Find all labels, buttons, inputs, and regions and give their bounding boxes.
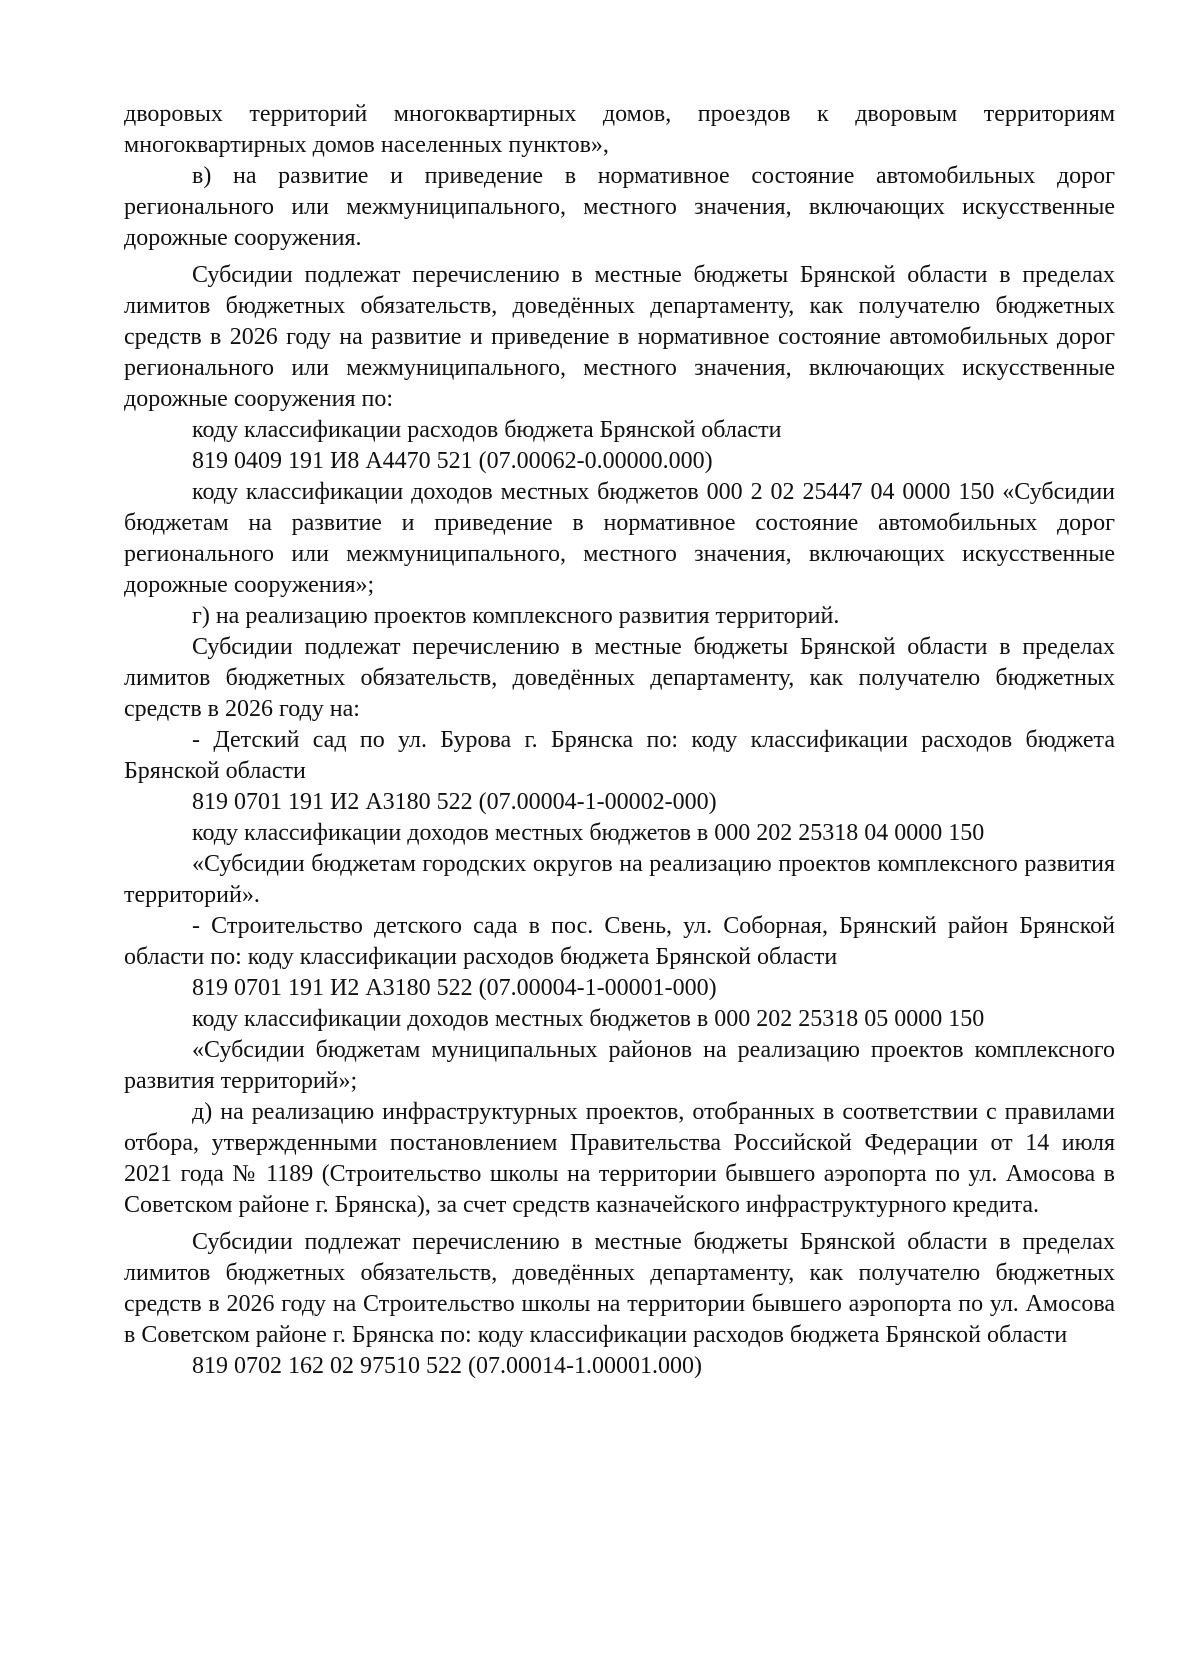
paragraph: 819 0701 191 И2 А3180 522 (07.00004-1-00001-000) <box>192 975 717 1001</box>
paragraph: 819 0701 191 И2 А3180 522 (07.00004-1-00002-000) <box>192 789 717 815</box>
paragraph: - Строительство детского сада в пос. Свень, ул. Соборная, Брянский район Брянской области по: коду классификации расходов бюджета Брянской области <box>124 913 1115 970</box>
paragraph: Субсидии подлежат перечислению в местные бюджеты Брянской области в пределах лимитов бюджетных обязательств, доведённых департаменту, как получателю бюджетных средств в 2026 году на Строительство школы на территории бывшего аэропорта по ул. Амосова в Советском районе г. Брянска по: коду классификации расходов бюджета Брянской области <box>124 1229 1115 1348</box>
paragraph: коду классификации расходов бюджета Брянской области <box>192 417 782 443</box>
paragraph: д) на реализацию инфраструктурных проектов, отобранных в соответствии с правилами отбора, утвержденными постановлением Правительства Российской Федерации от 14 июля 2021 года № 1189 (Строительство школы на территории бывшего аэропорта по ул. Амосова в Советском районе г. Брянска), за счет средств казначейского инфраструктурного кредита. <box>124 1099 1115 1218</box>
paragraph: г) на реализацию проектов комплексного развития территорий. <box>192 603 840 629</box>
paragraph: 819 0702 162 02 97510 522 (07.00014-1.00001.000) <box>192 1353 702 1379</box>
paragraph: «Субсидии бюджетам городских округов на реализацию проектов комплексного развития территорий». <box>124 851 1115 908</box>
paragraph: Субсидии подлежат перечислению в местные бюджеты Брянской области в пределах лимитов бюджетных обязательств, доведённых департаменту, как получателю бюджетных средств в 2026 году на: <box>124 634 1115 722</box>
paragraph: Субсидии подлежат перечислению в местные бюджеты Брянской области в пределах лимитов бюджетных обязательств, доведённых департаменту, как получателю бюджетных средств в 2026 году на развитие и приведение в нормативное состояние автомобильных дорог регионального или межмуниципального, местного значения, включающих искусственные дорожные сооружения по: <box>124 262 1115 412</box>
paragraph: коду классификации доходов местных бюджетов в 000 202 25318 05 0000 150 <box>192 1006 985 1032</box>
paragraph: в) на развитие и приведение в нормативное состояние автомобильных дорог регионального или межмуниципального, местного значения, включающих искусственные дорожные сооружения. <box>124 163 1115 251</box>
paragraph: коду классификации доходов местных бюджетов в 000 202 25318 04 0000 150 <box>192 820 985 846</box>
paragraph: коду классификации доходов местных бюджетов 000 2 02 25447 04 0000 150 «Субсидии бюджетам на развитие и приведение в нормативное состояние автомобильных дорог регионального или межмуниципального, местного значения, включающих искусственные дорожные сооружения»; <box>124 479 1115 598</box>
paragraph: «Субсидии бюджетам муниципальных районов на реализацию проектов комплексного развития территорий»; <box>124 1037 1115 1094</box>
paragraph: 819 0409 191 И8 А4470 521 (07.00062-0.00000.000) <box>192 448 713 474</box>
document-body <box>124 99 1115 1382</box>
paragraph: дворовых территорий многоквартирных домов, проездов к дворовым территориям многоквартирных домов населенных пунктов», <box>124 101 1115 158</box>
paragraph: - Детский сад по ул. Бурова г. Брянска по: коду классификации расходов бюджета Брянской области <box>124 727 1115 784</box>
